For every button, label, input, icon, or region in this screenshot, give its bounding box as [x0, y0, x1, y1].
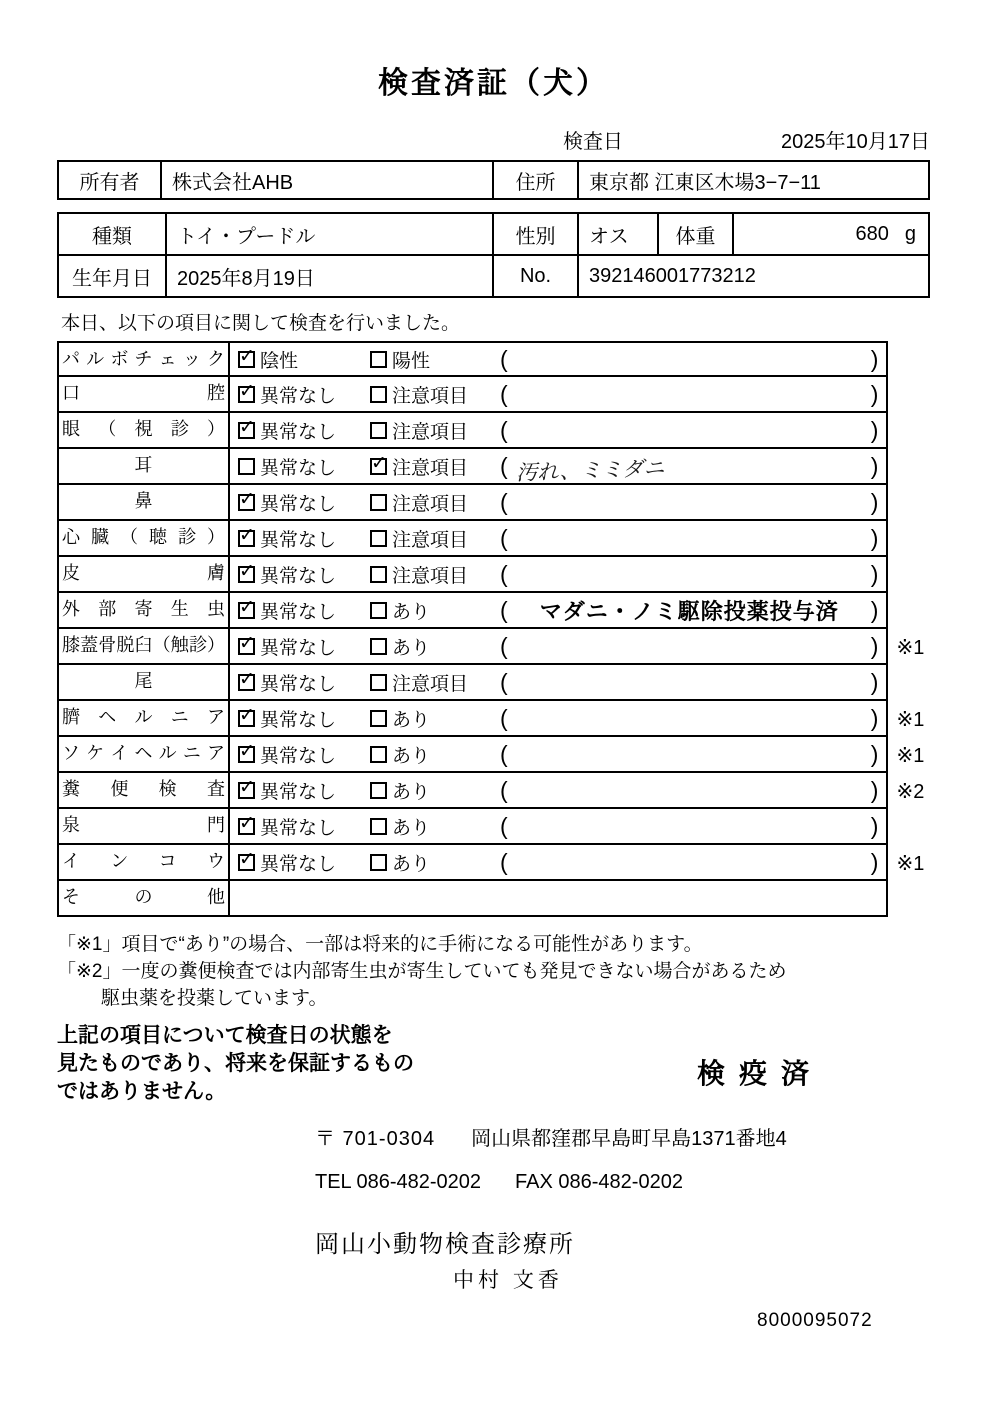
option-2 — [362, 377, 492, 411]
option-2-label: あり — [392, 853, 431, 875]
inspection-row — [57, 809, 930, 845]
close-paren: ) — [870, 632, 879, 659]
weight-unit: g — [904, 222, 916, 245]
item-label: 心 臓 （ 聴 診 ） — [59, 521, 230, 555]
checkbox-1-icon — [238, 351, 255, 368]
owner-table — [57, 160, 930, 200]
close-paren: ) — [870, 452, 879, 479]
footnote-mark — [888, 413, 930, 449]
item-label: 耳 — [59, 449, 230, 483]
option-2-label: 注意項目 — [392, 673, 469, 695]
pet-row-1 — [59, 214, 928, 254]
inspection-row — [57, 737, 930, 773]
option-2-label: 注意項目 — [392, 385, 469, 407]
clinic-address: 岡山県都窪郡早島町早島1371番地4 — [471, 1128, 787, 1150]
close-paren: ) — [870, 812, 879, 839]
option-2 — [362, 485, 492, 519]
option-1 — [230, 377, 362, 411]
inspection-row-cells — [57, 521, 888, 557]
sex-value: オス — [579, 214, 659, 254]
inspection-row-cells — [57, 629, 888, 665]
checkbox-1-icon — [238, 566, 255, 583]
checkbox-2-icon — [370, 782, 387, 799]
footnote-mark — [888, 377, 930, 413]
option-1-label: 異常なし — [260, 637, 337, 659]
footnote-1: 「※1」項目で“あり”の場合、一部は将来的に手術になる可能性があります。 — [57, 934, 703, 955]
weight-value-cell — [734, 214, 928, 254]
checkbox-2-icon — [370, 818, 387, 835]
item-label: イ ン コ ウ — [59, 845, 230, 879]
option-2 — [362, 809, 492, 843]
pet-table — [57, 212, 930, 298]
option-1-label: 異常なし — [260, 853, 337, 875]
result-field — [492, 773, 886, 807]
owner-row — [59, 162, 928, 198]
close-paren: ) — [870, 524, 879, 551]
close-paren: ) — [870, 596, 879, 623]
address-label: 住所 — [494, 162, 579, 198]
inspection-row — [57, 629, 930, 665]
inspection-row-cells — [57, 449, 888, 485]
inspection-row — [57, 665, 930, 701]
close-paren: ) — [870, 380, 879, 407]
inspection-row — [57, 701, 930, 737]
page-title: 検査済証（犬） — [378, 67, 609, 100]
result-field — [492, 845, 886, 879]
checkbox-1-icon — [238, 638, 255, 655]
result-field — [492, 521, 886, 555]
inspection-row — [57, 521, 930, 557]
option-1-label: 異常なし — [260, 817, 337, 839]
footnote-mark: ※1 — [896, 708, 925, 731]
open-paren: ( — [500, 776, 508, 803]
weight-value: 680 — [855, 222, 889, 245]
checkbox-2-icon — [370, 530, 387, 547]
item-label: 膝蓋骨脱臼（触診） — [59, 629, 230, 663]
inspection-row — [57, 449, 930, 485]
option-2 — [362, 665, 492, 699]
result-field — [492, 737, 886, 771]
close-paren: ) — [870, 848, 879, 875]
item-label: 泉 門 — [59, 809, 230, 843]
option-1-label: 異常なし — [260, 781, 337, 803]
disclaimer-line-2: 見たものであり、将来を保証するもの — [57, 1052, 414, 1075]
close-paren: ) — [870, 488, 879, 515]
option-1-label: 異常なし — [260, 385, 337, 407]
result-field — [492, 485, 886, 519]
result-field — [492, 413, 886, 447]
option-1 — [230, 845, 362, 879]
result-field — [492, 593, 886, 627]
option-1-label: 異常なし — [260, 529, 337, 551]
checkbox-1-icon — [238, 710, 255, 727]
option-1-label: 異常なし — [260, 601, 337, 623]
inspection-row — [57, 773, 930, 809]
option-1 — [230, 701, 362, 735]
option-1 — [230, 593, 362, 627]
clinic-phone-line — [57, 1171, 930, 1194]
checkbox-2-icon — [370, 854, 387, 871]
footnote-mark — [888, 881, 930, 917]
checkbox-1-icon — [238, 386, 255, 403]
checkbox-2-icon — [370, 710, 387, 727]
option-2 — [362, 413, 492, 447]
checkbox-1-icon — [238, 422, 255, 439]
option-2-label: 注意項目 — [392, 565, 469, 587]
inspection-row-cells — [57, 485, 888, 521]
inspection-date-row — [57, 128, 930, 154]
option-2 — [362, 557, 492, 591]
inspection-row-cells — [57, 377, 888, 413]
footnote-2-line-2: 駆虫薬を投薬しています。 — [101, 988, 328, 1009]
option-2 — [362, 773, 492, 807]
open-paren: ( — [500, 704, 508, 731]
close-paren: ) — [870, 704, 879, 731]
close-paren: ) — [870, 560, 879, 587]
clinic-address-line — [57, 1122, 930, 1151]
open-paren: ( — [500, 632, 508, 659]
inspection-row-cells — [57, 845, 888, 881]
item-label: ソ ケ イ ヘ ル ニ ア — [59, 737, 230, 771]
inspection-row-cells — [57, 593, 888, 629]
open-paren: ( — [500, 596, 508, 623]
option-2 — [362, 701, 492, 735]
breed-label: 種類 — [59, 214, 167, 254]
open-paren: ( — [500, 812, 508, 839]
result-field — [492, 343, 886, 375]
inspection-date-label: 検査日 — [563, 131, 623, 153]
footnote-mark — [888, 557, 930, 593]
item-label: 臍 ヘ ル ニ ア — [59, 701, 230, 735]
checkbox-1-icon — [238, 818, 255, 835]
result-field — [492, 377, 886, 411]
clinic-tel: TEL 086-482-0202 — [315, 1171, 482, 1193]
option-1-label: 異常なし — [260, 493, 337, 515]
checkbox-2-icon — [370, 674, 387, 691]
checkbox-1-icon — [238, 602, 255, 619]
close-paren: ) — [870, 345, 879, 372]
option-1 — [230, 521, 362, 555]
veterinarian-name: 中村 文香 — [453, 1269, 563, 1292]
inspection-row-cells — [57, 701, 888, 737]
option-2 — [362, 449, 492, 483]
inspection-row — [57, 341, 930, 377]
option-2-label: あり — [392, 637, 431, 659]
option-2 — [362, 343, 492, 375]
footnote-2-line-1: 「※2」一度の糞便検査では内部寄生虫が寄生していても発見できない場合があるため — [57, 961, 787, 982]
inspection-table — [57, 341, 930, 917]
open-paren: ( — [500, 452, 508, 479]
address-value: 東京都 江東区木場3−7−11 — [589, 171, 821, 194]
close-paren: ) — [870, 740, 879, 767]
option-1-label: 陰性 — [260, 350, 299, 372]
breed-value: トイ・プードル — [167, 214, 494, 254]
open-paren: ( — [500, 345, 508, 372]
clinic-fax: FAX 086-482-0202 — [515, 1171, 683, 1193]
owner-value: 株式会社AHB — [162, 162, 494, 198]
option-1 — [230, 449, 362, 483]
inspection-row — [57, 377, 930, 413]
no-label: No. — [494, 256, 579, 296]
checkbox-1-icon — [238, 854, 255, 871]
open-paren: ( — [500, 668, 508, 695]
option-2-label: 注意項目 — [392, 493, 469, 515]
open-paren: ( — [500, 848, 508, 875]
footnote-mark: ※1 — [896, 744, 925, 767]
result-text: 汚れ、ミミダニ — [515, 455, 665, 486]
footnotes — [57, 931, 930, 1012]
option-1 — [230, 773, 362, 807]
option-2 — [362, 593, 492, 627]
footnote-mark — [888, 485, 930, 521]
item-label: 眼 （ 視 診 ） — [59, 413, 230, 447]
sex-label: 性別 — [494, 214, 579, 254]
footnote-mark — [888, 521, 930, 557]
item-label: 口 腔 — [59, 377, 230, 411]
inspection-row-cells — [57, 737, 888, 773]
option-1-label: 異常なし — [260, 745, 337, 767]
item-label: 糞 便 検 査 — [59, 773, 230, 807]
checkbox-1-icon — [238, 458, 255, 475]
checkbox-2-icon — [370, 746, 387, 763]
birth-label: 生年月日 — [59, 256, 167, 296]
checkbox-2-icon — [370, 602, 387, 619]
item-label: 尾 — [59, 665, 230, 699]
postal-code: 〒 701-0304 — [315, 1128, 436, 1150]
footnote-mark — [888, 593, 930, 629]
result-field — [492, 809, 886, 843]
checkbox-2-icon — [370, 638, 387, 655]
inspection-row-cells — [57, 665, 888, 701]
footnote-mark — [888, 809, 930, 845]
option-2-label: あり — [392, 817, 431, 839]
checkbox-2-icon — [370, 351, 387, 368]
checkbox-2-icon — [370, 386, 387, 403]
inspection-row — [57, 845, 930, 881]
closing-block — [57, 1022, 930, 1118]
pet-row-2 — [59, 254, 928, 296]
intro-text: 本日、以下の項目に関して検査を行いました。 — [61, 313, 461, 334]
option-2 — [362, 521, 492, 555]
owner-label: 所有者 — [59, 162, 162, 198]
open-paren: ( — [500, 488, 508, 515]
checkbox-1-icon — [238, 782, 255, 799]
certificate-content — [57, 0, 930, 1332]
quarantine-stamp: 検疫済 — [697, 1058, 824, 1089]
checkbox-2-icon — [370, 566, 387, 583]
open-paren: ( — [500, 416, 508, 443]
result-field — [492, 629, 886, 663]
checkbox-2-icon — [370, 422, 387, 439]
result-field — [492, 701, 886, 735]
open-paren: ( — [500, 740, 508, 767]
weight-label: 体重 — [659, 214, 734, 254]
option-2-label: 注意項目 — [392, 529, 469, 551]
result-field — [230, 881, 886, 915]
item-label: 外 部 寄 生 虫 — [59, 593, 230, 627]
clinic-name: 岡山小動物検査診療所 — [315, 1231, 575, 1258]
checkbox-1-icon — [238, 494, 255, 511]
option-1 — [230, 737, 362, 771]
inspection-row — [57, 413, 930, 449]
no-value: 392146001773212 — [589, 264, 756, 287]
inspection-row — [57, 593, 930, 629]
inspection-date-value: 2025年10月17日 — [781, 131, 930, 153]
option-1 — [230, 413, 362, 447]
checkbox-2-icon — [370, 458, 387, 475]
inspection-row-cells — [57, 557, 888, 593]
footnote-mark: ※1 — [896, 852, 925, 875]
option-2-label: 陽性 — [392, 350, 431, 372]
option-2-label: あり — [392, 709, 431, 731]
inspection-row-cells — [57, 809, 888, 845]
checkbox-1-icon — [238, 674, 255, 691]
footnote-mark — [888, 665, 930, 701]
close-paren: ) — [870, 776, 879, 803]
option-1 — [230, 629, 362, 663]
option-1-label: 異常なし — [260, 457, 337, 479]
option-2-label: 注意項目 — [392, 457, 469, 479]
item-label: 皮 膚 — [59, 557, 230, 591]
item-label: 鼻 — [59, 485, 230, 519]
result-text: マダニ・ノミ駆除投薬投与済 — [539, 598, 839, 624]
open-paren: ( — [500, 380, 508, 407]
footnote-mark: ※2 — [896, 780, 925, 803]
footnote-mark: ※1 — [896, 636, 925, 659]
checkbox-1-icon — [238, 530, 255, 547]
open-paren: ( — [500, 524, 508, 551]
option-1-label: 異常なし — [260, 673, 337, 695]
inspection-row-cells — [57, 773, 888, 809]
result-field — [492, 557, 886, 591]
footnote-mark — [888, 341, 930, 377]
checkbox-2-icon — [370, 494, 387, 511]
option-2-label: あり — [392, 601, 431, 623]
result-field — [492, 665, 886, 699]
option-1 — [230, 809, 362, 843]
option-1-label: 異常なし — [260, 565, 337, 587]
inspection-row-cells — [57, 413, 888, 449]
item-label: そ の 他 — [59, 881, 230, 915]
option-1 — [230, 485, 362, 519]
option-1 — [230, 343, 362, 375]
result-field — [492, 449, 886, 486]
option-2 — [362, 629, 492, 663]
close-paren: ) — [870, 416, 879, 443]
option-2 — [362, 845, 492, 879]
option-1-label: 異常なし — [260, 709, 337, 731]
footnote-mark — [888, 449, 930, 485]
inspection-row — [57, 881, 930, 917]
close-paren: ) — [870, 668, 879, 695]
open-paren: ( — [500, 560, 508, 587]
inspection-row-cells — [57, 341, 888, 377]
disclaimer-line-1: 上記の項目について検査日の状態を — [57, 1024, 393, 1047]
option-2-label: あり — [392, 745, 431, 767]
checkbox-1-icon — [238, 746, 255, 763]
serial-number: 8000095072 — [757, 1310, 873, 1331]
option-2-label: 注意項目 — [392, 421, 469, 443]
inspection-row — [57, 557, 930, 593]
inspection-row-cells — [57, 881, 888, 917]
disclaimer-line-3: ではありません。 — [57, 1080, 227, 1103]
option-1 — [230, 557, 362, 591]
option-1-label: 異常なし — [260, 421, 337, 443]
birth-value: 2025年8月19日 — [167, 256, 494, 296]
option-2 — [362, 737, 492, 771]
inspection-row — [57, 485, 930, 521]
option-2-label: あり — [392, 781, 431, 803]
option-1 — [230, 665, 362, 699]
item-label: パ ル ボ チ ェ ッ ク — [59, 343, 230, 375]
